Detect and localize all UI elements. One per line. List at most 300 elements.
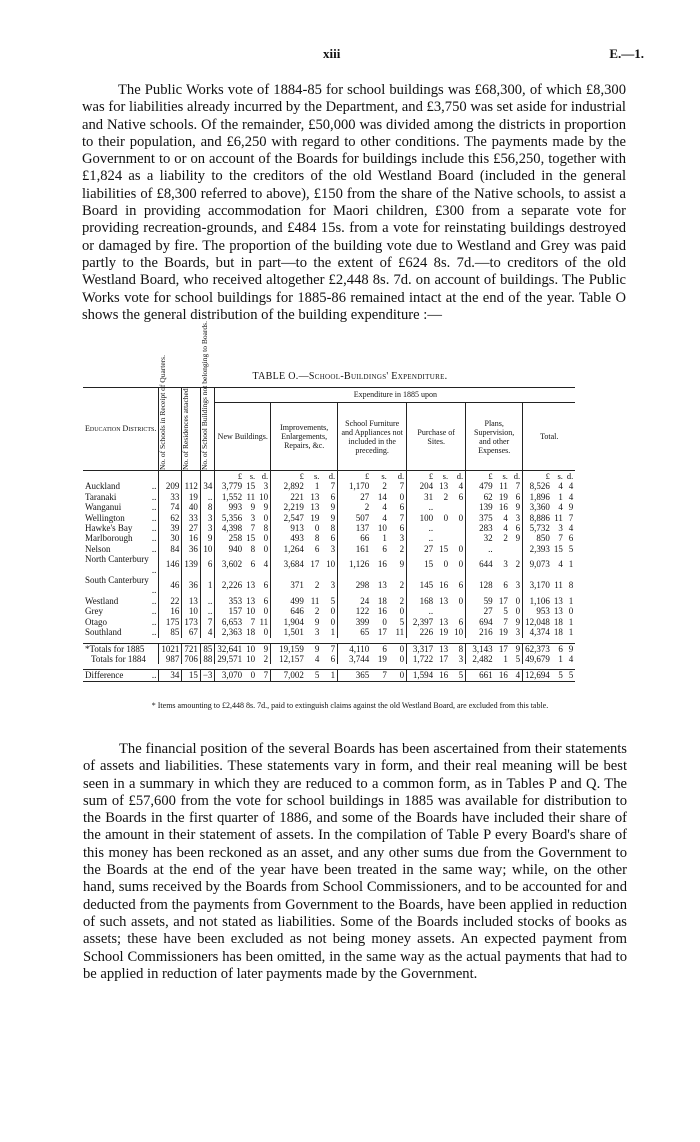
residences-count: 33 [182,513,201,523]
non-board-count: 7 [200,617,215,627]
sit-amount: 6 [458,491,464,502]
fur-amount: 27 [338,492,372,502]
totals-row [83,654,575,664]
district-name [83,627,159,637]
sit-amount: 19 [439,627,449,638]
sit-amount: 15 [439,543,449,554]
tot-amount: 6 [552,643,565,654]
table-title-text: School-Buildings' Expenditure. [308,371,448,382]
district-name [83,643,159,654]
pla-amount: .. [466,544,495,554]
imp-amount: 7 [330,481,336,492]
residences-count: 15 [182,670,201,681]
fur-amount: 17 [377,627,387,638]
pla-amount: 3 [515,512,521,523]
tot-amount: 13 [553,606,563,617]
residences-count: 40 [182,502,201,512]
fur-amount: 1 [382,533,387,544]
non-board-count: 6 [200,554,215,575]
non-board-count: 3 [200,513,215,523]
fur-amount: 4 [382,512,387,523]
non-board-count: 85 [200,643,215,654]
imp-amount: 1 [321,670,337,681]
tot-amount: 1 [568,616,574,627]
schools-count: 1021 [159,643,182,654]
imp-amount: 9 [314,616,320,627]
new-amount: 7 [250,523,256,534]
leader-dots: .. [151,627,157,638]
schools-count: 85 [159,627,182,637]
imp-amount: 8 [314,533,320,544]
fur-amount: 4 [382,502,387,513]
new-amount: 3 [250,512,256,523]
expenditure-group-header: Expenditure in 1885 upon [215,388,575,403]
sit-amount: 0 [458,543,464,554]
unit-label: s. [381,471,387,481]
fur-amount: 0 [399,491,405,502]
new-amount: 9 [250,502,256,513]
pla-amount: 62 [466,492,495,502]
new-amount: 10 [246,606,256,617]
fur-amount: 5 [399,616,405,627]
tot-amount: 8,526 [523,481,552,491]
pla-amount: 694 [466,617,495,627]
new-amount: 10 [246,653,256,664]
non-board-count: .. [200,596,215,606]
imp-amount: 4 [314,653,320,664]
district-label: Difference [85,670,124,681]
sit-amount: .. [407,523,435,533]
table-row [83,544,575,554]
pla-amount: 9 [510,643,523,654]
pla-amount: 9 [515,533,521,544]
non-board-count: −3 [200,670,215,681]
new-amount: 7 [250,616,256,627]
leader-dots: .. [151,606,157,617]
residences-count: 112 [182,481,201,491]
tot-amount: 1 [558,491,563,502]
residences-count: 706 [182,654,201,664]
col-header-new-buildings: New Buildings. [215,403,271,471]
schools-count: 209 [159,481,182,491]
imp-amount: 6 [330,653,336,664]
imp-amount: 913 [271,523,306,533]
pla-amount: 6 [503,580,508,591]
new-amount: 0 [263,533,269,544]
new-amount: 3 [263,481,269,492]
new-amount: 9 [257,643,271,654]
fur-amount: 0 [389,670,407,681]
imp-amount: 11 [310,595,320,606]
new-amount: 6 [250,559,256,570]
new-amount: 32,641 [215,643,244,654]
unit-label: d. [456,471,464,481]
table-title-prefix: TABLE O.— [252,371,309,382]
sit-amount: 2,397 [407,617,435,627]
pla-amount: 3 [503,559,508,570]
imp-amount: 3 [330,580,336,591]
new-amount: 10 [246,643,256,654]
new-amount: 8 [263,523,269,534]
fur-amount: 2 [399,543,405,554]
sit-amount: 145 [407,575,435,596]
tot-amount: 5 [565,670,575,681]
paragraph-financial-position: The financial position of the several Boards has been ascertained from their statements of assets and liabilities. These statements vary in form, and their real meaning will be best seen in a summary in which they are reduced to a common form, as in Tables P and Q. The sum of £57,600 from the vote for school buildings in 1885 was available for distribution to the Boards in the first quarter of 1886, and some of the Boards have included their share of the amount in their statement of assets. In the compilation of Table P every Board's share of this money has been reckoned as an asset, and any other sums due from the Government to the Boards at the end of the year have been treated in the same way; while, on the other hand, sums received by the Boards from School Commissioners, and to be accounted for and deducted from the payments from Government to the Boards, have been applied in reduction of such assets, and not stated as liabilities. Some of the Boards included stocks of books as assets; these have been excluded as not being money assets. An expected payment from School Commissioners has been omitted, in the same way as the actual payments that had to be applied in reduction of later payments made by the Government. [83,741,627,982]
page-header [0,46,700,66]
district-label: Westland [85,595,119,606]
fur-amount: 6 [371,643,389,654]
sit-amount: 27 [407,544,435,554]
fur-amount: 3,744 [338,654,372,664]
fur-amount: 16 [377,606,387,617]
tot-amount: 4 [568,481,574,492]
district-label: Nelson [85,543,111,554]
residences-count: 13 [182,596,201,606]
imp-amount: 221 [271,492,306,502]
imp-amount: 9 [330,502,336,513]
difference-row [83,670,575,681]
district-label: Auckland [85,481,120,492]
fur-amount: 2 [382,481,387,492]
sit-amount: 13 [439,616,449,627]
tot-amount: 11 [554,512,563,523]
tot-amount: 18 [553,616,563,627]
col-header-purchase-sites: Purchase of Sites. [407,403,466,471]
leader-dots: .. [151,523,157,534]
tot-amount: 4 [558,559,563,570]
pla-amount: 644 [466,554,495,575]
sit-amount: 0 [458,559,464,570]
sit-amount: .. [407,533,435,543]
sit-amount: 15 [407,554,435,575]
non-board-count: 9 [200,533,215,543]
pla-amount [510,544,523,554]
imp-amount: 0 [330,616,336,627]
unit-blank [83,471,159,482]
new-amount: 993 [215,502,244,512]
pla-amount: 9 [515,502,521,513]
district-label: Totals for 1884 [91,653,146,664]
tot-amount: 49,679 [523,654,552,664]
new-amount: 3,779 [215,481,244,491]
pla-amount: 375 [466,513,495,523]
tot-amount: 11 [554,580,563,591]
imp-amount: 1,501 [271,627,306,637]
leader-dots: .. [151,564,157,575]
tot-amount: 15 [553,543,563,554]
tot-amount: 12,694 [523,670,552,681]
leader-dots: .. [151,670,157,681]
schools-count: 62 [159,513,182,523]
sit-amount: 226 [407,627,435,637]
imp-amount: 493 [271,533,306,543]
sit-amount [435,606,450,616]
page-number: xiii [323,46,341,61]
col-header-non-board-buildings: No. of School Buildings not belonging to Boards. [199,321,209,470]
table-body [83,471,575,682]
imp-amount: 9 [330,512,336,523]
new-amount: 5,356 [215,513,244,523]
sit-amount [450,606,466,616]
new-amount: 258 [215,533,244,543]
pla-amount: 0 [515,606,521,617]
non-board-count: 1 [200,575,215,596]
new-amount: 940 [215,544,244,554]
leader-dots: .. [151,491,157,502]
imp-amount: 1 [314,481,320,492]
new-amount: 4 [263,559,269,570]
sit-amount: 3,317 [407,643,435,654]
unit-blank [200,471,215,482]
imp-amount: 10 [326,559,336,570]
residences-count: 139 [182,554,201,575]
imp-amount: 2,547 [271,513,306,523]
new-amount: 6,653 [215,617,244,627]
new-amount: 7 [257,670,271,681]
fur-amount: 137 [338,523,372,533]
fur-amount: 18 [377,595,387,606]
new-amount: 3,602 [215,554,244,575]
sit-amount: 10 [454,627,464,638]
district-name [83,596,159,606]
unit-label: d. [513,471,521,481]
unit-label: d. [397,471,405,481]
table-row [83,481,575,491]
unit-row [83,471,575,482]
sit-amount: 17 [439,653,449,664]
fur-amount: 65 [338,627,372,637]
sit-amount: 6 [458,616,464,627]
fur-amount: 365 [338,670,372,681]
sit-amount: .. [407,502,435,512]
district-label: Otago [85,616,107,627]
imp-amount: 13 [310,491,320,502]
schools-count: 46 [159,575,182,596]
col-header-districts: Education Districts. [83,388,159,471]
new-amount: 29,571 [215,654,244,664]
district-name [83,533,159,543]
unit-label: s. [249,471,256,481]
new-amount: 4,398 [215,523,244,533]
table-row [83,502,575,512]
schools-count: 22 [159,596,182,606]
table-row [83,554,575,575]
new-amount: 157 [215,606,244,616]
pla-amount: 3,143 [466,643,495,654]
tot-amount: 9 [568,502,574,513]
district-name [83,492,159,502]
imp-amount: 13 [310,502,320,513]
district-label: South Canterbury [85,575,149,586]
new-amount: 13 [246,595,256,606]
fur-amount: 66 [338,533,372,543]
imp-amount: 12,157 [271,654,306,664]
sit-amount: 13 [439,481,449,492]
residences-count: 10 [182,606,201,616]
sit-amount: 100 [407,513,435,523]
fur-amount: 13 [377,580,387,591]
residences-count: 721 [182,643,201,654]
schools-count: 987 [159,654,182,664]
district-name [83,523,159,533]
new-amount: 8 [250,543,256,554]
pla-amount: 6 [515,523,521,534]
imp-amount: 499 [271,596,306,606]
district-label: Taranaki [85,491,117,502]
imp-amount: 6 [330,533,336,544]
district-label: North Canterbury [85,554,149,565]
col-header-residences: No. of Residences attached. [181,386,191,470]
sit-amount: 6 [458,580,464,591]
pla-amount: 2,482 [466,654,495,664]
sit-amount: 8 [450,643,466,654]
imp-amount: 3 [330,543,336,554]
tot-amount: 1 [568,627,574,638]
sit-amount: 13 [435,643,450,654]
pla-amount: 139 [466,502,495,512]
district-label: Wanganui [85,502,122,513]
pla-amount: 6 [515,491,521,502]
fur-amount: 11 [395,627,405,638]
district-name [83,481,159,491]
tot-amount: 1 [568,559,574,570]
new-amount: 1,552 [215,492,244,502]
sit-amount: 5 [450,670,466,681]
pla-amount: 16 [495,670,510,681]
pla-amount: 32 [466,533,495,543]
table-row [83,513,575,523]
fur-amount: 507 [338,513,372,523]
residences-count: 173 [182,617,201,627]
new-amount: 0 [263,512,269,523]
tot-amount: 9,073 [523,554,552,575]
sit-amount: 204 [407,481,435,491]
pla-amount: 19 [498,627,508,638]
pla-amount: 479 [466,481,495,491]
leader-dots: .. [151,502,157,513]
sit-amount: 0 [443,559,449,570]
tot-amount: 4 [558,502,563,513]
fur-amount: 16 [377,559,387,570]
unit-label: £ [271,471,306,482]
district-name [83,502,159,512]
tot-amount: 5 [568,543,574,554]
pla-amount: 7 [515,481,521,492]
tot-amount: 12,048 [523,617,552,627]
sit-amount: 168 [407,596,435,606]
new-amount: 13 [246,580,256,591]
table-row [83,617,575,627]
imp-amount: 3,684 [271,554,306,575]
fur-amount: 19 [377,653,387,664]
district-label: Southland [85,627,122,638]
imp-amount: 19,159 [271,643,306,654]
non-board-count: 4 [200,627,215,637]
fur-amount: 7 [371,670,389,681]
fur-amount: 2 [399,580,405,591]
tot-amount: 953 [523,606,552,616]
tot-amount: 8 [568,580,574,591]
leader-dots: .. [151,585,157,596]
district-name [83,544,159,554]
fur-amount: 3 [399,533,405,544]
non-board-count: 10 [200,544,215,554]
sit-amount: 4 [458,481,464,492]
table-row [83,575,575,596]
fur-amount: 24 [338,596,372,606]
imp-amount: 6 [314,543,320,554]
pla-amount: 2 [515,559,521,570]
sit-amount: 2 [443,491,449,502]
fur-amount: 2 [399,595,405,606]
sit-amount: 13 [439,595,449,606]
fur-amount: 14 [377,491,387,502]
sit-amount: 16 [435,670,450,681]
new-amount: 11 [246,491,256,502]
leader-dots: .. [151,481,157,492]
col-header-furniture: School Furniture and Appliances not included in the preceding. [338,403,407,471]
fur-amount: 10 [377,523,387,534]
col-header-total: Total. [523,403,576,471]
pla-amount: 3 [515,580,521,591]
residences-count: 16 [182,533,201,543]
district-name [83,654,159,664]
pla-amount: 128 [466,575,495,596]
non-board-count: 8 [200,502,215,512]
imp-amount: 7,002 [271,670,306,681]
pla-amount: 3 [515,627,521,638]
non-board-count: 88 [200,654,215,664]
imp-amount: 1,264 [271,544,306,554]
fur-amount: 4,110 [338,643,372,654]
pla-amount: 19 [498,491,508,502]
schools-count: 34 [159,670,182,681]
sit-amount: 3 [458,653,464,664]
fur-amount: 0 [389,643,407,654]
table-row [83,596,575,606]
pla-amount: 9 [515,616,521,627]
tot-amount: 1,896 [523,492,552,502]
schools-count: 33 [159,492,182,502]
tot-amount: 18 [553,627,563,638]
leader-dots: .. [151,512,157,523]
schools-count: 39 [159,523,182,533]
district-label: Hawke's Bay [85,523,133,534]
leader-dots: .. [151,533,157,544]
imp-amount: 5 [306,670,322,681]
district-name [83,554,159,575]
sit-amount: 1,722 [407,654,435,664]
new-amount: 3,070 [215,670,244,681]
table-row [83,627,575,637]
schools-count: 84 [159,544,182,554]
new-amount: 10 [259,491,269,502]
fur-amount: 7 [399,481,405,492]
unit-label: d. [566,471,574,481]
tot-amount: 3,360 [523,502,552,512]
table-row [83,606,575,616]
totals-row [83,643,575,654]
new-amount: 2 [263,653,269,664]
imp-amount: 7 [321,643,337,654]
unit-label: £ [523,471,552,482]
pla-amount: 27 [466,606,495,616]
fur-amount: 399 [338,617,372,627]
new-amount: 6 [263,595,269,606]
pla-amount: 7 [503,616,508,627]
tot-amount: 5,732 [523,523,552,533]
non-board-count: 3 [200,523,215,533]
